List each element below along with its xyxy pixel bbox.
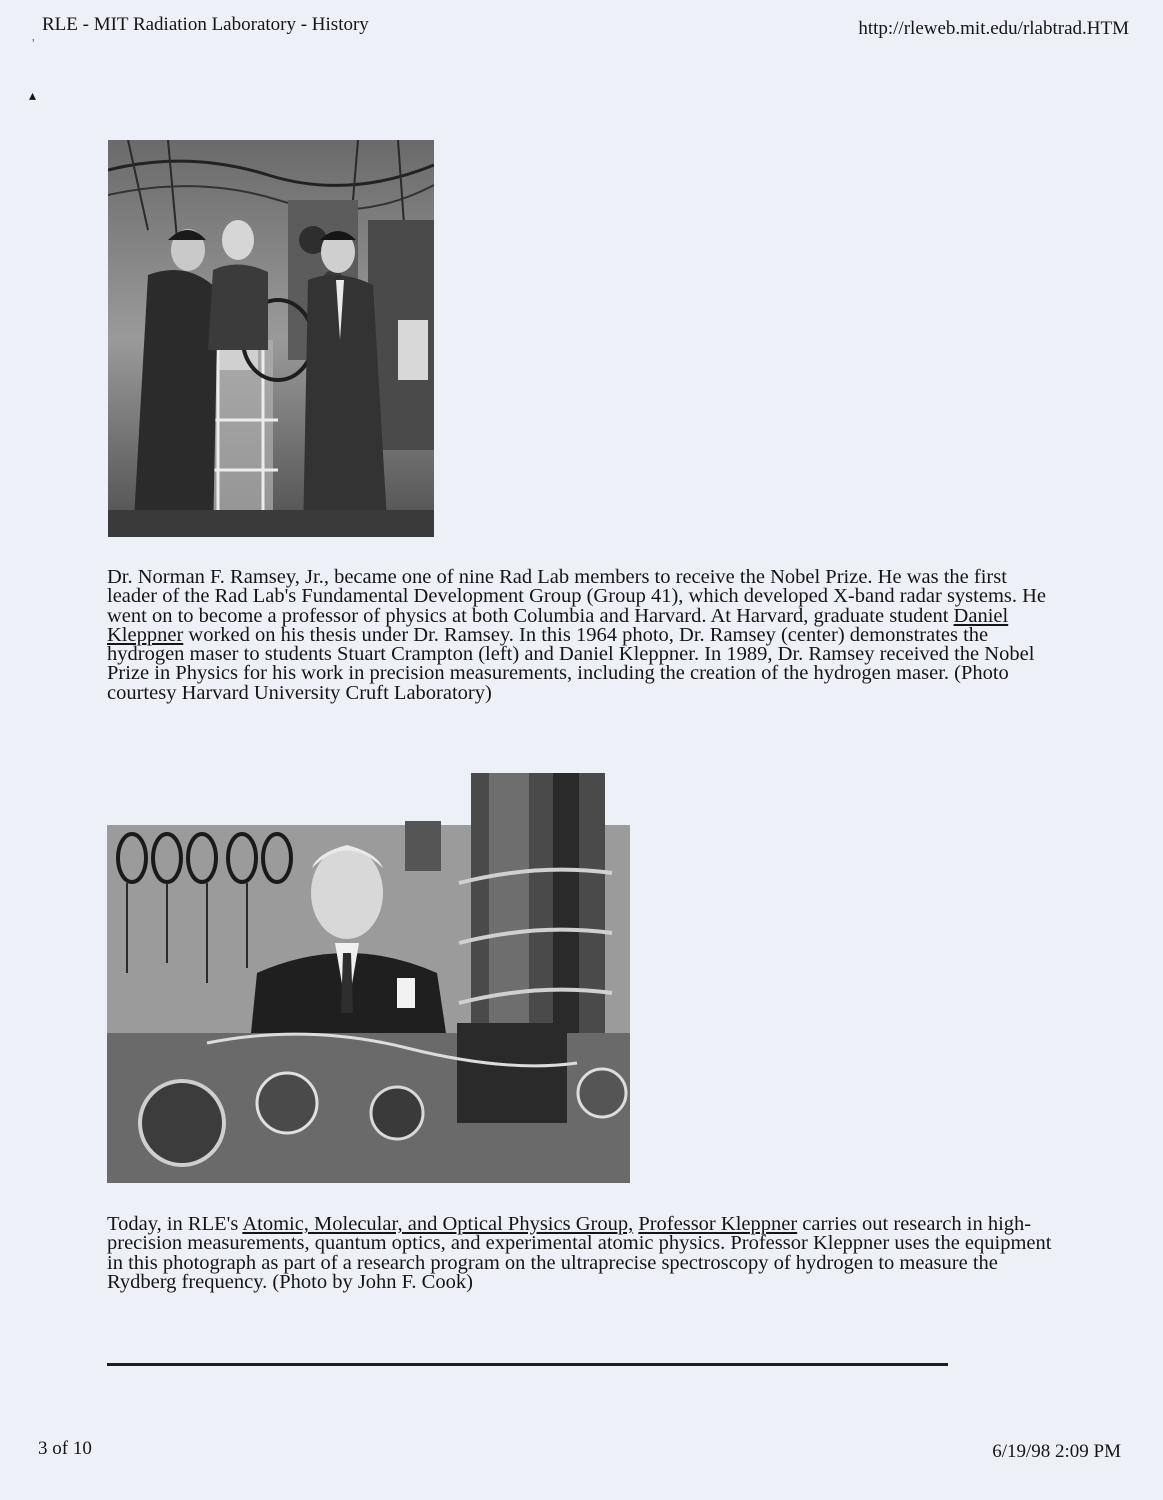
caption-kleppner-text: Today, in RLE's xyxy=(107,1213,243,1235)
link-amo-physics-group[interactable]: Atomic, Molecular, and Optical Physics Group, xyxy=(242,1213,634,1235)
link-professor-kleppner[interactable]: Professor Kleppner xyxy=(638,1213,798,1235)
caption-kleppner-text-continued: carries out research in high-precision measurements, quantum optics, and experimental atomic physics. Professor Kleppner uses the equipment in this photograph as part of a research program on the ultraprecise spectroscopy of hydrogen to measure the Rydberg frequency. (Photo by John F. Cook) xyxy=(107,1213,1052,1293)
caption-ramsey xyxy=(107,568,1052,703)
photo-kleppner-equipment xyxy=(107,773,630,1183)
link-daniel-kleppner[interactable]: Daniel Kleppner xyxy=(107,604,1009,646)
page-number: 3 of 10 xyxy=(38,1438,92,1459)
horizontal-rule xyxy=(107,1363,948,1366)
page-header-title: RLE - MIT Radiation Laboratory - History xyxy=(42,14,369,35)
caption-kleppner xyxy=(107,1215,1057,1292)
caption-ramsey-text-continued: worked on his thesis under Dr. Ramsey. In this 1964 photo, Dr. Ramsey (center) demonstrates the hydrogen maser to students Stuart Crampton (left) and Daniel Kleppner. In 1989, Dr. Ramsey received the Nobel Prize in Physics for his work in precision measurements, including the creation of the hydrogen maser. (Photo courtesy Harvard University Cruft Laboratory) xyxy=(107,623,1035,704)
caption-ramsey-text: Dr. Norman F. Ramsey, Jr., became one of nine Rad Lab members to receive the Nobel Prize. He was the first leader of the Rad Lab's Fundamental Development Group (Group 41), which developed X-band radar systems. He went on to become a professor of physics at both Columbia and Harvard. At Harvard, graduate student xyxy=(107,566,1047,627)
page-header-url: http://rleweb.mit.edu/rlabtrad.HTM xyxy=(858,18,1129,39)
print-timestamp: 6/19/98 2:09 PM xyxy=(992,1441,1121,1462)
scan-artifact-mark: ▴ xyxy=(29,89,37,104)
photo-ramsey-maser xyxy=(108,140,434,537)
scan-artifact-mark: ʾ xyxy=(31,38,36,53)
